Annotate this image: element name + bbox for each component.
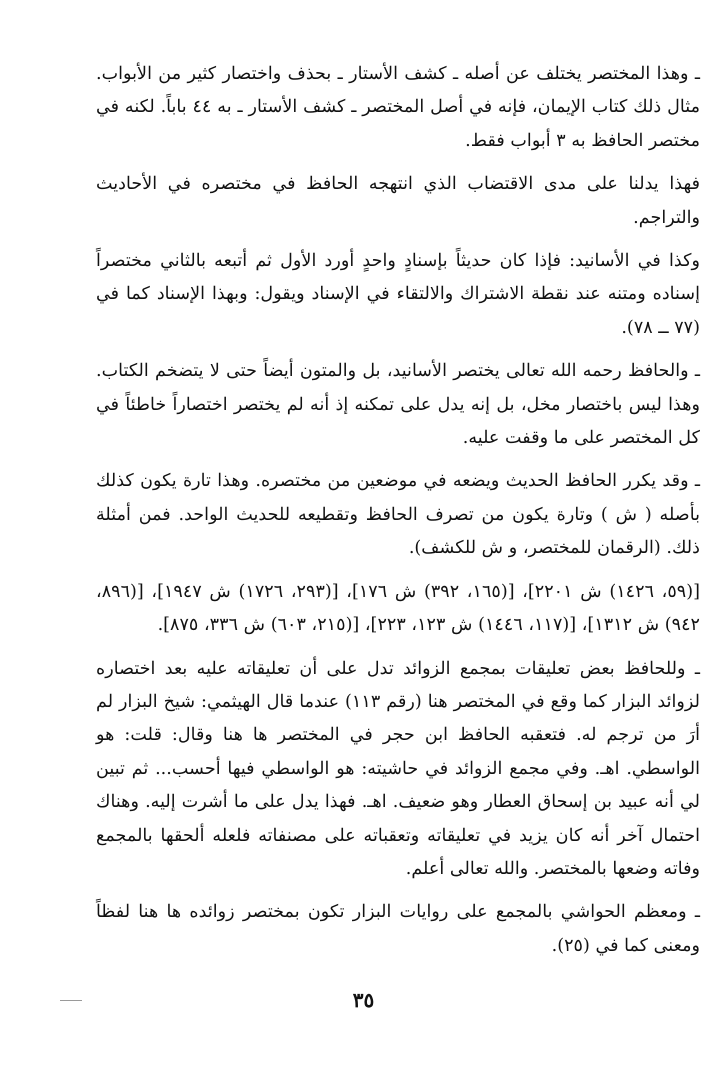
paragraph-abridgement xyxy=(96,58,700,158)
paragraph-brevity xyxy=(96,168,700,235)
paragraph-text: فهذا يدلنا على مدى الاقتضاب الذي انتهجه الحافظ في مختصره في الأحاديث والتراجم. xyxy=(96,174,700,228)
paragraph-shortening xyxy=(96,355,700,455)
paragraph-text: ـ وللحافظ بعض تعليقات بمجمع الزوائد تدل على أن تعليقاته عليه بعد اختصاره لزوائد البزار كما وقع في المختصر هنا (رقم ١١٣) عندما قال الهيثمي: شيخ البزار لم أرَ من ترجم له. فتعقبه الحافظ ابن حجر في المختصر ها هنا وقال: قلت: هو الواسطي. اهـ. وفي مجمع الزوائد في حاشيته: هو الواسطي فيها أحسب... ثم تبين لي أنه عبيد بن إسحاق العطار وهو ضعيف. اهـ. فهذا يدل على ما أشرت إليه. وهناك احتمال آخر أنه كان يزيد في تعليقاته وتعقباته على مصنفاته فلعله ألحقها بالمجمع وفاته وضعها بالمختصر. والله تعالى أعلم. xyxy=(96,658,700,879)
paragraph-text: ـ ومعظم الحواشي بالمجمع على روايات البزار تكون بمختصر زوائده ها هنا لفظاً ومعنى كما في (٢٥). xyxy=(96,902,700,956)
paragraph-text: وكذا في الأسانيد: فإذا كان حديثاً بإسنادٍ واحدٍ أورد الأول ثم أتبعه بالثاني مختصراً إسناده ومتنه عند نقطة الاشتراك والالتقاء في الإسناد ويقول: وبهذا الإسناد كما في (٧٧ ــ ٧٨). xyxy=(96,251,700,338)
page-body xyxy=(96,58,700,973)
paragraph-text: ـ وهذا المختصر يختلف عن أصله ـ كشف الأستار ـ بحذف واختصار كثير من الأبواب. مثال ذلك كتاب الإيمان، فإنه في أصل المختصر ـ كشف الأستار ـ به ٤٤ باباً. لكنه في مختصر الحافظ به ٣ أبواب فقط. xyxy=(96,64,700,151)
paragraph-text: ـ وقد يكرر الحافظ الحديث ويضعه في موضعين من مختصره. وهذا تارة يكون كذلك بأصله ( ش ) وتارة يكون من تصرف الحافظ وتقطيعه للحديث الواحد. فمن أمثلة ذلك. (الرقمان للمختصر، و ش للكشف). xyxy=(96,471,700,559)
paragraph-text: ـ والحافظ رحمه الله تعالى يختصر الأسانيد، بل والمتون أيضاً حتى لا يتضخم الكتاب. وهذا ليس باختصار مخل، بل إنه يدل على تمكنه إذ أنه لم يختصر اختصاراً خاطئاً في كل المختصر على ما وقفت عليه. xyxy=(96,361,700,449)
page-number: ٣٥ xyxy=(352,988,375,1012)
paragraph-comments xyxy=(96,653,700,887)
scan-mark-line xyxy=(60,1000,82,1001)
paragraph-repetition xyxy=(96,465,700,565)
paragraph-footnotes xyxy=(96,896,700,963)
paragraph-asanid xyxy=(96,245,700,345)
reference-list xyxy=(96,576,700,643)
reference-list-text: [(٥٩، ١٤٢٦) ش ٢٢٠١]، [(١٦٥، ٣٩٢) ش ١٧٦]، [(٢٩٣، ١٧٢٦) ش ١٩٤٧]، [(٨٩٦، ٩٤٢) ش ١٣١٢]، [(١١٧، ١٤٤٦) ش ١٢٣، ٢٢٣]، [(٢١٥، ٦٠٣) ش ٣٣٦، ٨٧٥]. xyxy=(96,581,700,636)
